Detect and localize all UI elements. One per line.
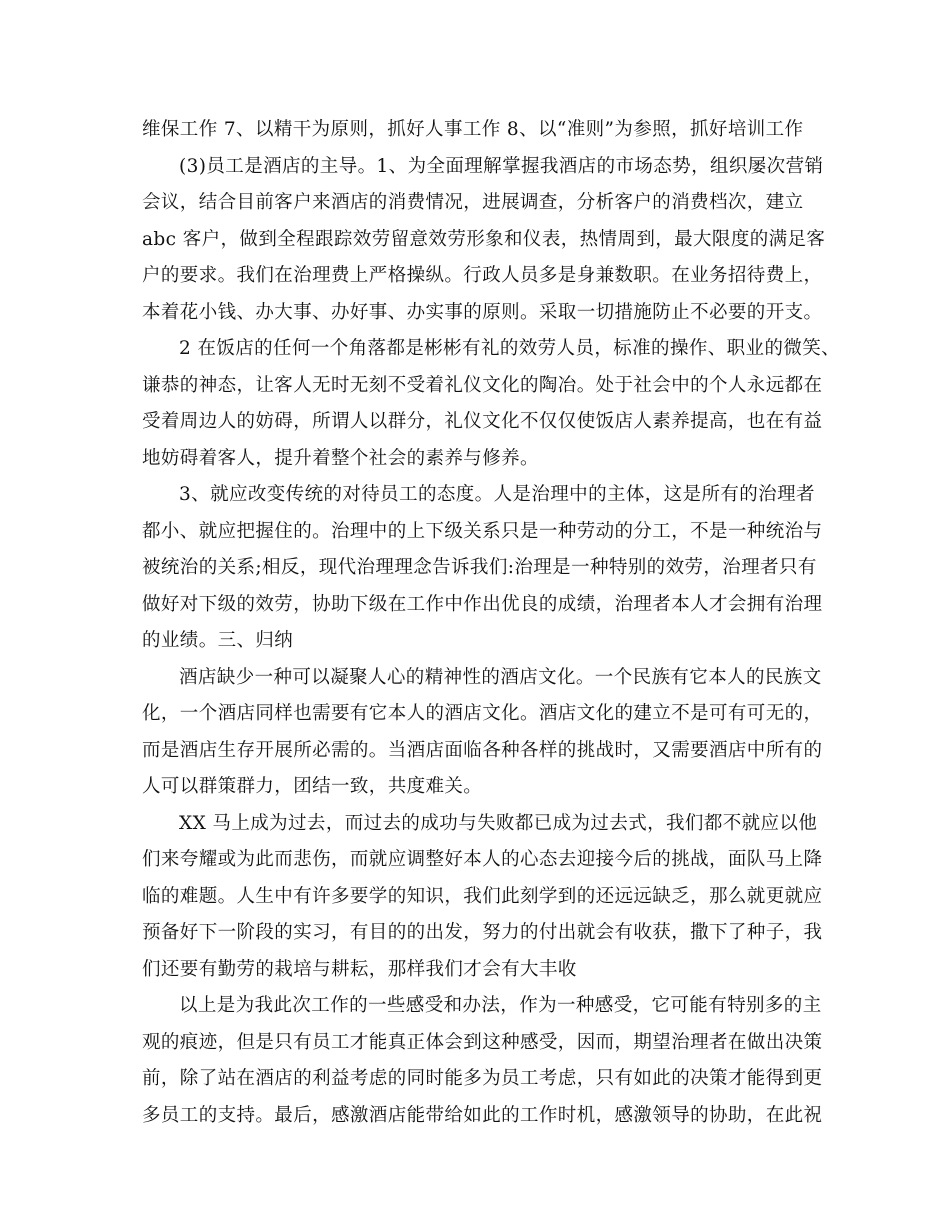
text-line: 本着花小钱、办大事、办好事、办实事的原则。采取一切措施防止不必要的开支。 bbox=[142, 301, 823, 323]
text-line: 酒店缺少一种可以凝聚人心的精神性的酒店文化。一个民族有它本人的民族文 bbox=[179, 666, 822, 688]
text-line: (3)员工是酒店的主导。1、为全面理解掌握我酒店的市场态势，组织屡次营销 bbox=[179, 155, 824, 177]
text-line: 化，一个酒店同样也需要有它本人的酒店文化。酒店文化的建立不是可有可无的， bbox=[142, 703, 823, 724]
text-line: 地妨碍着客人，提升着整个社会的素养与修养。 bbox=[142, 447, 539, 469]
text-line: 做好对下级的效劳，协助下级在工作中作出优良的成绩，治理者本人才会拥有治理 bbox=[142, 593, 823, 615]
text-line: 们还要有勤劳的栽培与耕耘，那样我们才会有大丰收 bbox=[142, 958, 577, 980]
text-line: 户的要求。我们在治理费上严格操纵。行政人员多是身兼数职。在业务招待费上， bbox=[142, 265, 823, 286]
document-body bbox=[142, 112, 841, 1134]
text-line: 被统治的关系;相反，现代治理理念告诉我们:治理是一种特别的效劳，治理者只有 bbox=[142, 557, 817, 578]
text-line: 受着周边人的妨碍，所谓人以群分，礼仪文化不仅仅使饭店人素养提高，也在有益 bbox=[142, 411, 823, 432]
text-line: 维保工作 7、以精干为原则，抓好人事工作 8、以“准则”为参照，抓好培训工作 bbox=[142, 119, 804, 140]
text-line: 谦恭的神态，让客人无时无刻不受着礼仪文化的陶冶。处于社会中的个人永远都在 bbox=[142, 374, 823, 396]
text-line: 临的难题。人生中有许多要学的知识，我们此刻学到的还远远缺乏，那么就更就应 bbox=[142, 885, 823, 907]
text-line: 3、就应改变传统的对待员工的态度。人是治理中的主体，这是所有的治理者 bbox=[179, 484, 815, 505]
text-line: 人可以群策群力，团结一致，共度难关。 bbox=[142, 776, 483, 797]
text-line: 们来夸耀或为此而悲伤，而就应调整好本人的心态去迎接今后的挑战，面队马上降 bbox=[142, 849, 823, 870]
text-line: 2 在饭店的任何一个角落都是彬彬有礼的效劳人员，标准的操作、职业的微笑、 bbox=[179, 338, 841, 359]
text-line: 预备好下一阶段的实习，有目的的出发，努力的付出就会有收获，撒下了种子，我 bbox=[142, 922, 823, 943]
text-line: 而是酒店生存开展所必需的。当酒店面临各种各样的挑战时，又需要酒店中所有的 bbox=[142, 739, 823, 761]
text-line: abc 客户，做到全程跟踪效劳留意效劳形象和仪表，热情周到，最大限度的满足客 bbox=[142, 228, 826, 250]
text-line: 都小、就应把握住的。治理中的上下级关系只是一种劳动的分工，不是一种统治与 bbox=[142, 520, 823, 542]
text-line: 观的痕迹，但是只有员工才能真正体会到这种感受，因而，期望治理者在做出决策 bbox=[142, 1031, 823, 1053]
text-line: 前，除了站在酒店的利益考虑的同时能多为员工考虑，只有如此的决策才能得到更 bbox=[142, 1068, 823, 1089]
text-line: 会议，结合目前客户来酒店的消费情况，进展调查，分析客户的消费档次，建立 bbox=[142, 192, 804, 213]
text-line: 以上是为我此次工作的一些感受和办法，作为一种感受，它可能有特别多的主 bbox=[179, 995, 822, 1016]
text-line: 的业绩。三、归纳 bbox=[142, 630, 294, 651]
text-line: XX 马上成为过去，而过去的成功与失败都已成为过去式，我们都不就应以他 bbox=[179, 812, 818, 834]
text-line: 多员工的支持。最后，感激酒店能带给如此的工作时机，感激领导的协助，在此祝 bbox=[142, 1104, 823, 1126]
